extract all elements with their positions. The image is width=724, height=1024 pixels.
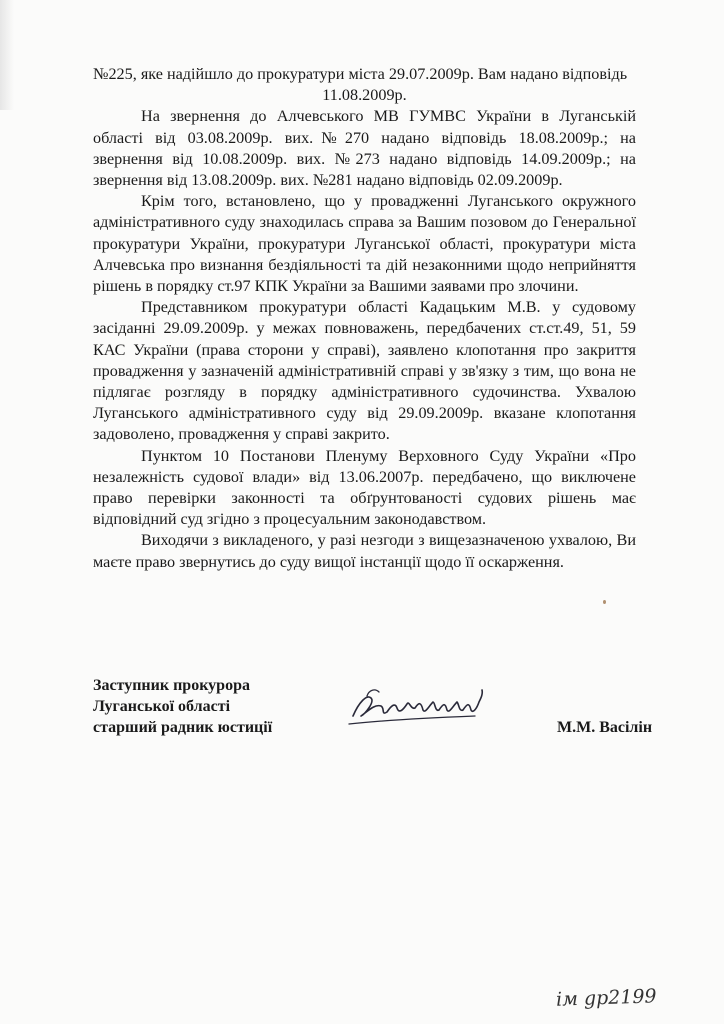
- letter-body: [93, 64, 636, 573]
- handwritten-registration-note: ім gp2199: [555, 985, 657, 1011]
- paragraph-responses: На звернення до Алчевського МВ ГУМВС України в Луганській області від 03.08.2009р. вих.№270 надано відповідь 18.08.2009р.; на звернення від 10.08.2009р. вих. №273 надано відповідь 14.09.2009р.; на звернення від 13.08.2009р. вих. №281 надано відповідь 02.09.2009р.: [93, 107, 636, 190]
- signatory-title-line-1: Заступник прокурора: [93, 677, 250, 694]
- signatory-title-line-2: Луганської області: [93, 698, 231, 715]
- paragraph-court-case: Крім того, встановлено, що у провадженні Луганського окружного адміністративного суду знаходилась справа за Вашим позовом до Генеральної прокуратури України, прокуратури Луганської області, прокуратури міста Алчевська про визнання бездіяльності та дій незаконними щодо неприйняття рішень в порядку ст.97 КПК України за Вашими заявами про злочини.: [93, 192, 636, 296]
- paragraph-appeal-right: Виходячи з викладеного, у разі незгоди з вищезазначеною ухвалою, Ви маєте право звернутись до суду вищої інстанції щодо її оскарження.: [93, 531, 636, 571]
- signatory-title: [93, 675, 272, 738]
- intro-date: 11.08.2009р.: [322, 86, 407, 105]
- paragraph-motion: Представником прокуратури області Кадацьким М.В. у судовому засіданні 29.09.2009р. у межах повноважень, передбачених ст.ст.49, 51, 59 КАС України (права сторони у справі), заявлено клопотання про закриття провадження у зазначеній адміністративній справі у зв'язку з тим, що вона не підлягає розгляду в порядку адміністративного судочинства. Ухвалою Луганського адміністративного суду від 29.09.2009р. вказане клопотання задоволено, провадження у справі закрито.: [93, 298, 636, 444]
- paragraph-plenum: Пунктом 10 Постанови Пленуму Верховного Суду України «Про незалежність судової влади» від 13.06.2007р. передбачено, що виключене право перевірки законності та обґрунтованості судових рішень має відповідний суд згідно з процесуальним законодавством.: [93, 446, 636, 529]
- signatory-title-line-3: старший радник юстиції: [93, 719, 273, 736]
- scan-edge-shadow: [0, 0, 14, 110]
- handwritten-signature: [345, 680, 505, 730]
- scan-speck: [603, 600, 606, 604]
- intro-line: №225, яке надійшло до прокуратури міста 29.07.2009р. Вам надано відповідь: [93, 65, 628, 83]
- signatory-name: М.М. Васілін: [557, 719, 653, 736]
